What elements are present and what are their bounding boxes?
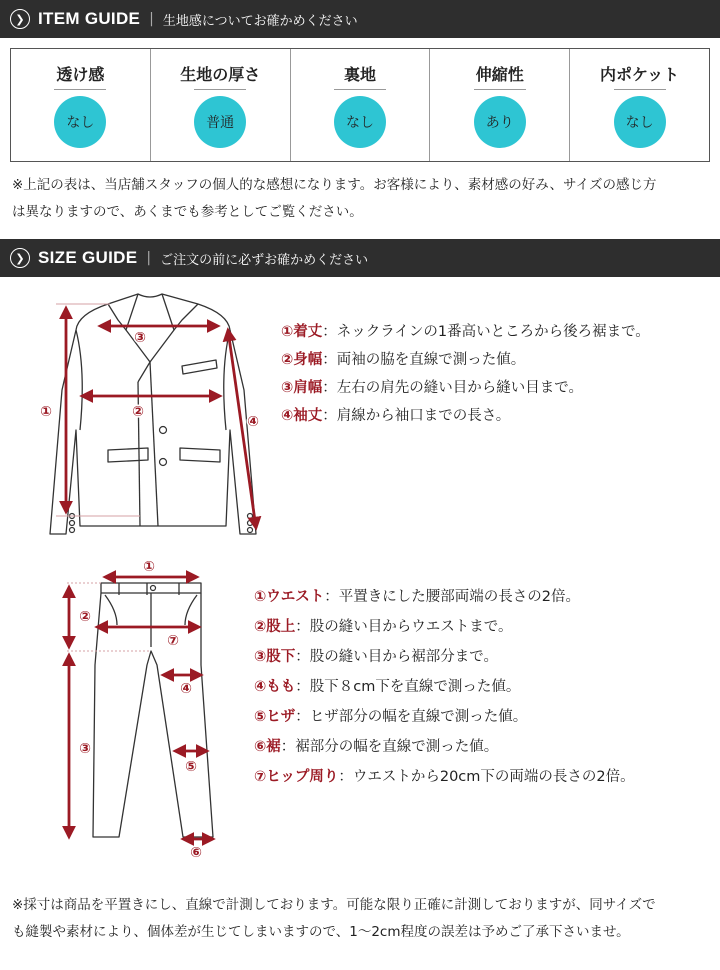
spec-desc: ：平置きにした腰部両端の長さの2倍。 bbox=[324, 589, 581, 605]
spec-desc: ：肩線から袖口までの長さ。 bbox=[322, 408, 511, 424]
spec-desc: ：裾部分の幅を直線で測った値。 bbox=[280, 739, 499, 755]
chevron-right-icon: ❯ bbox=[10, 248, 30, 268]
value-badge: なし bbox=[614, 96, 666, 148]
spec-desc: ：股の縫い目からウエストまで。 bbox=[295, 619, 513, 635]
col-label: 生地の厚さ bbox=[180, 65, 261, 84]
col-divider bbox=[474, 89, 526, 90]
size-guide-header bbox=[0, 239, 720, 277]
spec-desc: ：股下８cm下を直線で測った値。 bbox=[295, 679, 521, 695]
jacket-spec-list bbox=[281, 318, 650, 430]
spec-row bbox=[281, 374, 650, 402]
item-guide-col-transparency bbox=[11, 49, 151, 161]
pants-marker-6: ⑥ bbox=[190, 845, 202, 861]
spec-num: ① bbox=[254, 589, 267, 605]
value-badge: 普通 bbox=[194, 96, 246, 148]
spec-desc: ：両袖の脇を直線で測った値。 bbox=[322, 352, 526, 368]
pants-spec-list bbox=[254, 582, 635, 792]
spec-key: 身幅 bbox=[293, 352, 323, 368]
value-badge: あり bbox=[474, 96, 526, 148]
pants-marker-1: ① bbox=[143, 559, 155, 575]
spec-key: 袖丈 bbox=[293, 408, 323, 424]
spec-desc: ：ネックラインの1番高いところから後ろ裾まで。 bbox=[322, 324, 650, 340]
note-line: ※上記の表は、当店舗スタッフの個人的な感想になります。お客様により、素材感の好み、サイズの感じ方 bbox=[12, 177, 657, 193]
spec-row bbox=[281, 318, 650, 346]
col-label: 伸縮性 bbox=[475, 65, 524, 84]
spec-row bbox=[281, 402, 650, 430]
col-label: 内ポケット bbox=[599, 65, 680, 84]
col-divider bbox=[334, 89, 386, 90]
size-guide-title: SIZE GUIDE bbox=[38, 248, 138, 267]
note-line: も縫製や素材により、個体差が生じてしまいますので、1〜2cm程度の誤差は予めご了承下さいませ。 bbox=[12, 924, 630, 940]
spec-num: ③ bbox=[281, 380, 294, 396]
jacket-diagram bbox=[30, 290, 275, 535]
spec-key: 着丈 bbox=[293, 324, 323, 340]
spec-num: ⑥ bbox=[254, 739, 267, 755]
item-guide-title: ITEM GUIDE bbox=[38, 9, 141, 28]
col-divider bbox=[54, 89, 106, 90]
spec-desc: ：左右の肩先の縫い目から縫い目まで。 bbox=[322, 380, 583, 396]
chevron-right-icon: ❯ bbox=[10, 9, 30, 29]
item-guide-table bbox=[10, 48, 710, 162]
spec-num: ② bbox=[281, 352, 294, 368]
note-line: は異なりますので、あくまでも参考としてご覧ください。 bbox=[12, 204, 363, 220]
spec-row bbox=[254, 732, 635, 762]
item-guide-col-inner-pocket bbox=[570, 49, 709, 161]
header-separator: | bbox=[149, 11, 154, 27]
spec-row bbox=[281, 346, 650, 374]
spec-num: ③ bbox=[254, 649, 267, 665]
spec-key: ヒップ周り bbox=[266, 769, 339, 785]
pants-marker-2: ② bbox=[79, 609, 91, 625]
value-badge: なし bbox=[54, 96, 106, 148]
spec-key: 股上 bbox=[266, 619, 296, 635]
spec-num: ⑦ bbox=[254, 769, 267, 785]
spec-key: もも bbox=[266, 679, 296, 695]
item-guide-col-thickness bbox=[151, 49, 291, 161]
spec-key: ヒザ bbox=[266, 709, 296, 725]
item-guide-note bbox=[12, 172, 656, 226]
jacket-marker-2: ② bbox=[132, 404, 144, 420]
col-label: 透け感 bbox=[56, 65, 105, 84]
spec-num: ① bbox=[281, 324, 294, 340]
item-guide-subtitle: 生地感についてお確かめください bbox=[162, 13, 358, 29]
spec-num: ④ bbox=[254, 679, 267, 695]
header-separator: | bbox=[146, 250, 152, 266]
spec-row bbox=[254, 612, 635, 642]
spec-row bbox=[254, 702, 635, 732]
spec-key: ウエスト bbox=[266, 589, 325, 605]
pants-marker-4: ④ bbox=[180, 681, 192, 697]
spec-desc: ：ヒザ部分の幅を直線で測った値。 bbox=[295, 709, 528, 725]
jacket-marker-3: ③ bbox=[134, 330, 146, 346]
pants-marker-5: ⑤ bbox=[185, 759, 197, 775]
spec-key: 裾 bbox=[266, 739, 281, 755]
spec-row bbox=[254, 642, 635, 672]
spec-desc: ：ウエストから20cm下の両端の長さの2倍。 bbox=[338, 769, 635, 785]
spec-num: ④ bbox=[281, 408, 294, 424]
spec-key: 股下 bbox=[266, 649, 296, 665]
item-guide-col-stretch bbox=[430, 49, 570, 161]
spec-key: 肩幅 bbox=[293, 380, 323, 396]
spec-desc: ：股の縫い目から裾部分まで。 bbox=[295, 649, 498, 665]
spec-row bbox=[254, 672, 635, 702]
col-divider bbox=[194, 89, 246, 90]
spec-row bbox=[254, 582, 635, 612]
spec-num: ② bbox=[254, 619, 267, 635]
value-badge: なし bbox=[334, 96, 386, 148]
pants-diagram bbox=[55, 555, 230, 865]
jacket-marker-1: ① bbox=[40, 404, 52, 420]
pants-marker-7: ⑦ bbox=[167, 633, 179, 649]
size-guide-note bbox=[12, 892, 656, 946]
size-guide-subtitle: ご注文の前に必ずお確かめください bbox=[160, 252, 369, 268]
pants-marker-3: ③ bbox=[79, 741, 91, 757]
item-guide-header bbox=[0, 0, 720, 38]
col-divider bbox=[614, 89, 666, 90]
item-guide-col-lining bbox=[291, 49, 431, 161]
col-label: 裏地 bbox=[343, 65, 376, 84]
note-line: ※採寸は商品を平置きにし、直線で計測しております。可能な限り正確に計測しておりますが、同サイズで bbox=[12, 897, 656, 913]
jacket-marker-4: ④ bbox=[247, 414, 259, 430]
spec-num: ⑤ bbox=[254, 709, 267, 725]
spec-row bbox=[254, 762, 635, 792]
